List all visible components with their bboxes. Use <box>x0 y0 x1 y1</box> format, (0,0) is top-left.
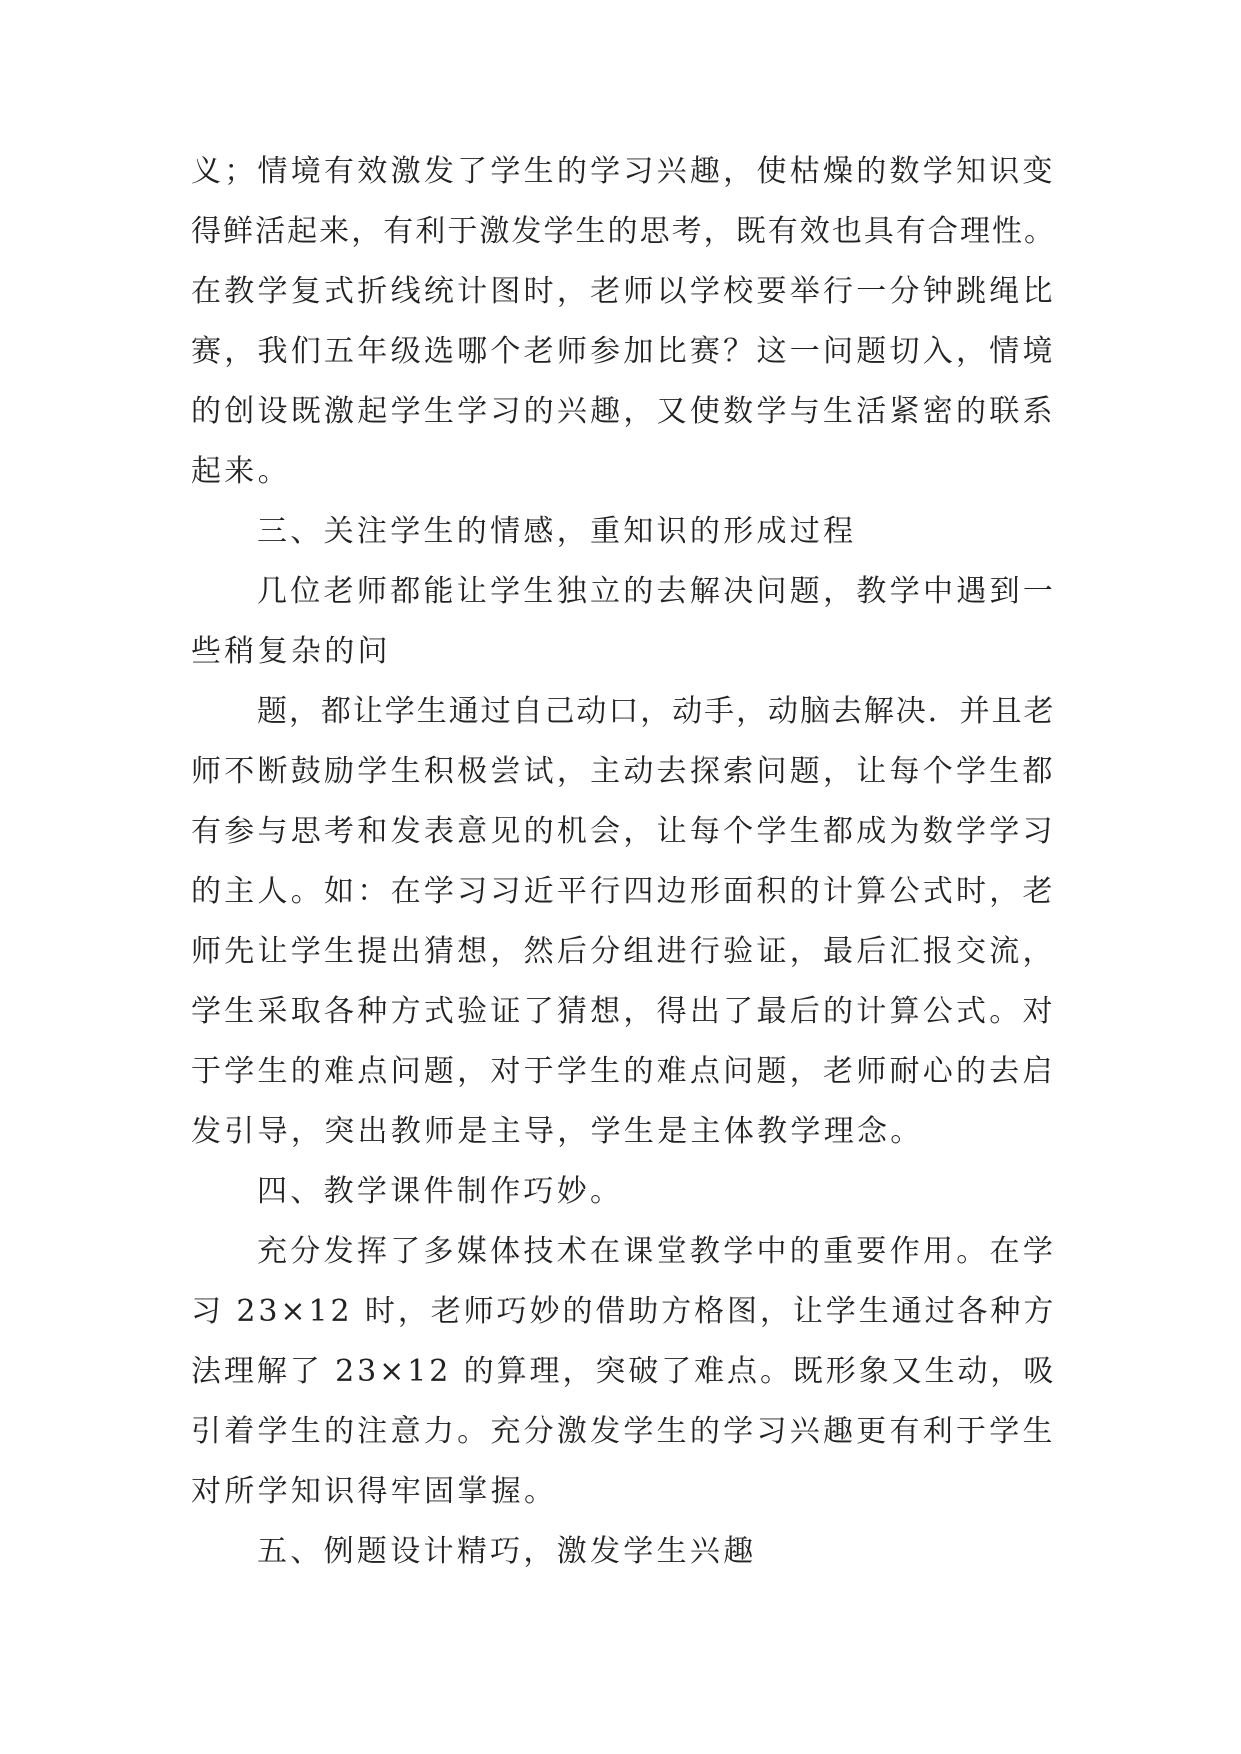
text-line: 于学生的难点问题，对于学生的难点问题，老师耐心的去启 <box>191 1054 1056 1089</box>
document-body <box>191 142 1056 1582</box>
text-line: 题，都让学生通过自己动口，动手，动脑去解决．并且老 <box>257 694 1056 729</box>
text-line: 学生采取各种方式验证了猜想，得出了最后的计算公式。对 <box>191 994 1056 1029</box>
text-line: 有参与思考和发表意见的机会，让每个学生都成为数学学习 <box>191 814 1056 849</box>
text-line: 赛，我们五年级选哪个老师参加比赛？这一问题切入，情境 <box>191 334 1056 369</box>
text-line: 几位老师都能让学生独立的去解决问题，教学中遇到一 <box>257 574 1057 609</box>
text-line: 起来。 <box>191 454 291 489</box>
text-line: 对所学知识得牢固掌握。 <box>191 1474 558 1509</box>
text-line: 师先让学生提出猜想，然后分组进行验证，最后汇报交流， <box>191 934 1056 969</box>
section-heading: 三、关注学生的情感，重知识的形成过程 <box>257 514 857 549</box>
text-line: 些稍复杂的问 <box>191 634 391 669</box>
section-heading: 五、例题设计精巧，激发学生兴趣 <box>257 1534 757 1569</box>
text-line: 师不断鼓励学生积极尝试，主动去探索问题，让每个学生都 <box>191 754 1056 789</box>
text-line: 义；情境有效激发了学生的学习兴趣，使枯燥的数学知识变 <box>191 154 1056 189</box>
text-line: 充分发挥了多媒体技术在课堂教学中的重要作用。在学 <box>257 1234 1057 1269</box>
text-line: 发引导，突出教师是主导，学生是主体教学理念。 <box>191 1114 924 1149</box>
text-line: 在教学复式折线统计图时，老师以学校要举行一分钟跳绳比 <box>191 274 1056 309</box>
text-line: 法理解了 23×12 的算理，突破了难点。既形象又生动，吸 <box>191 1354 1057 1389</box>
text-line: 习 23×12 时，老师巧妙的借助方格图，让学生通过各种方 <box>191 1294 1057 1329</box>
text-line: 引着学生的注意力。充分激发学生的学习兴趣更有利于学生 <box>191 1414 1056 1449</box>
text-line: 的主人。如：在学习习近平行四边形面积的计算公式时，老 <box>191 874 1056 909</box>
text-line: 得鲜活起来，有利于激发学生的思考，既有效也具有合理性。 <box>191 214 1057 249</box>
section-heading: 四、教学课件制作巧妙。 <box>257 1174 624 1209</box>
text-line: 的创设既激起学生学习的兴趣，又使数学与生活紧密的联系 <box>191 394 1056 429</box>
